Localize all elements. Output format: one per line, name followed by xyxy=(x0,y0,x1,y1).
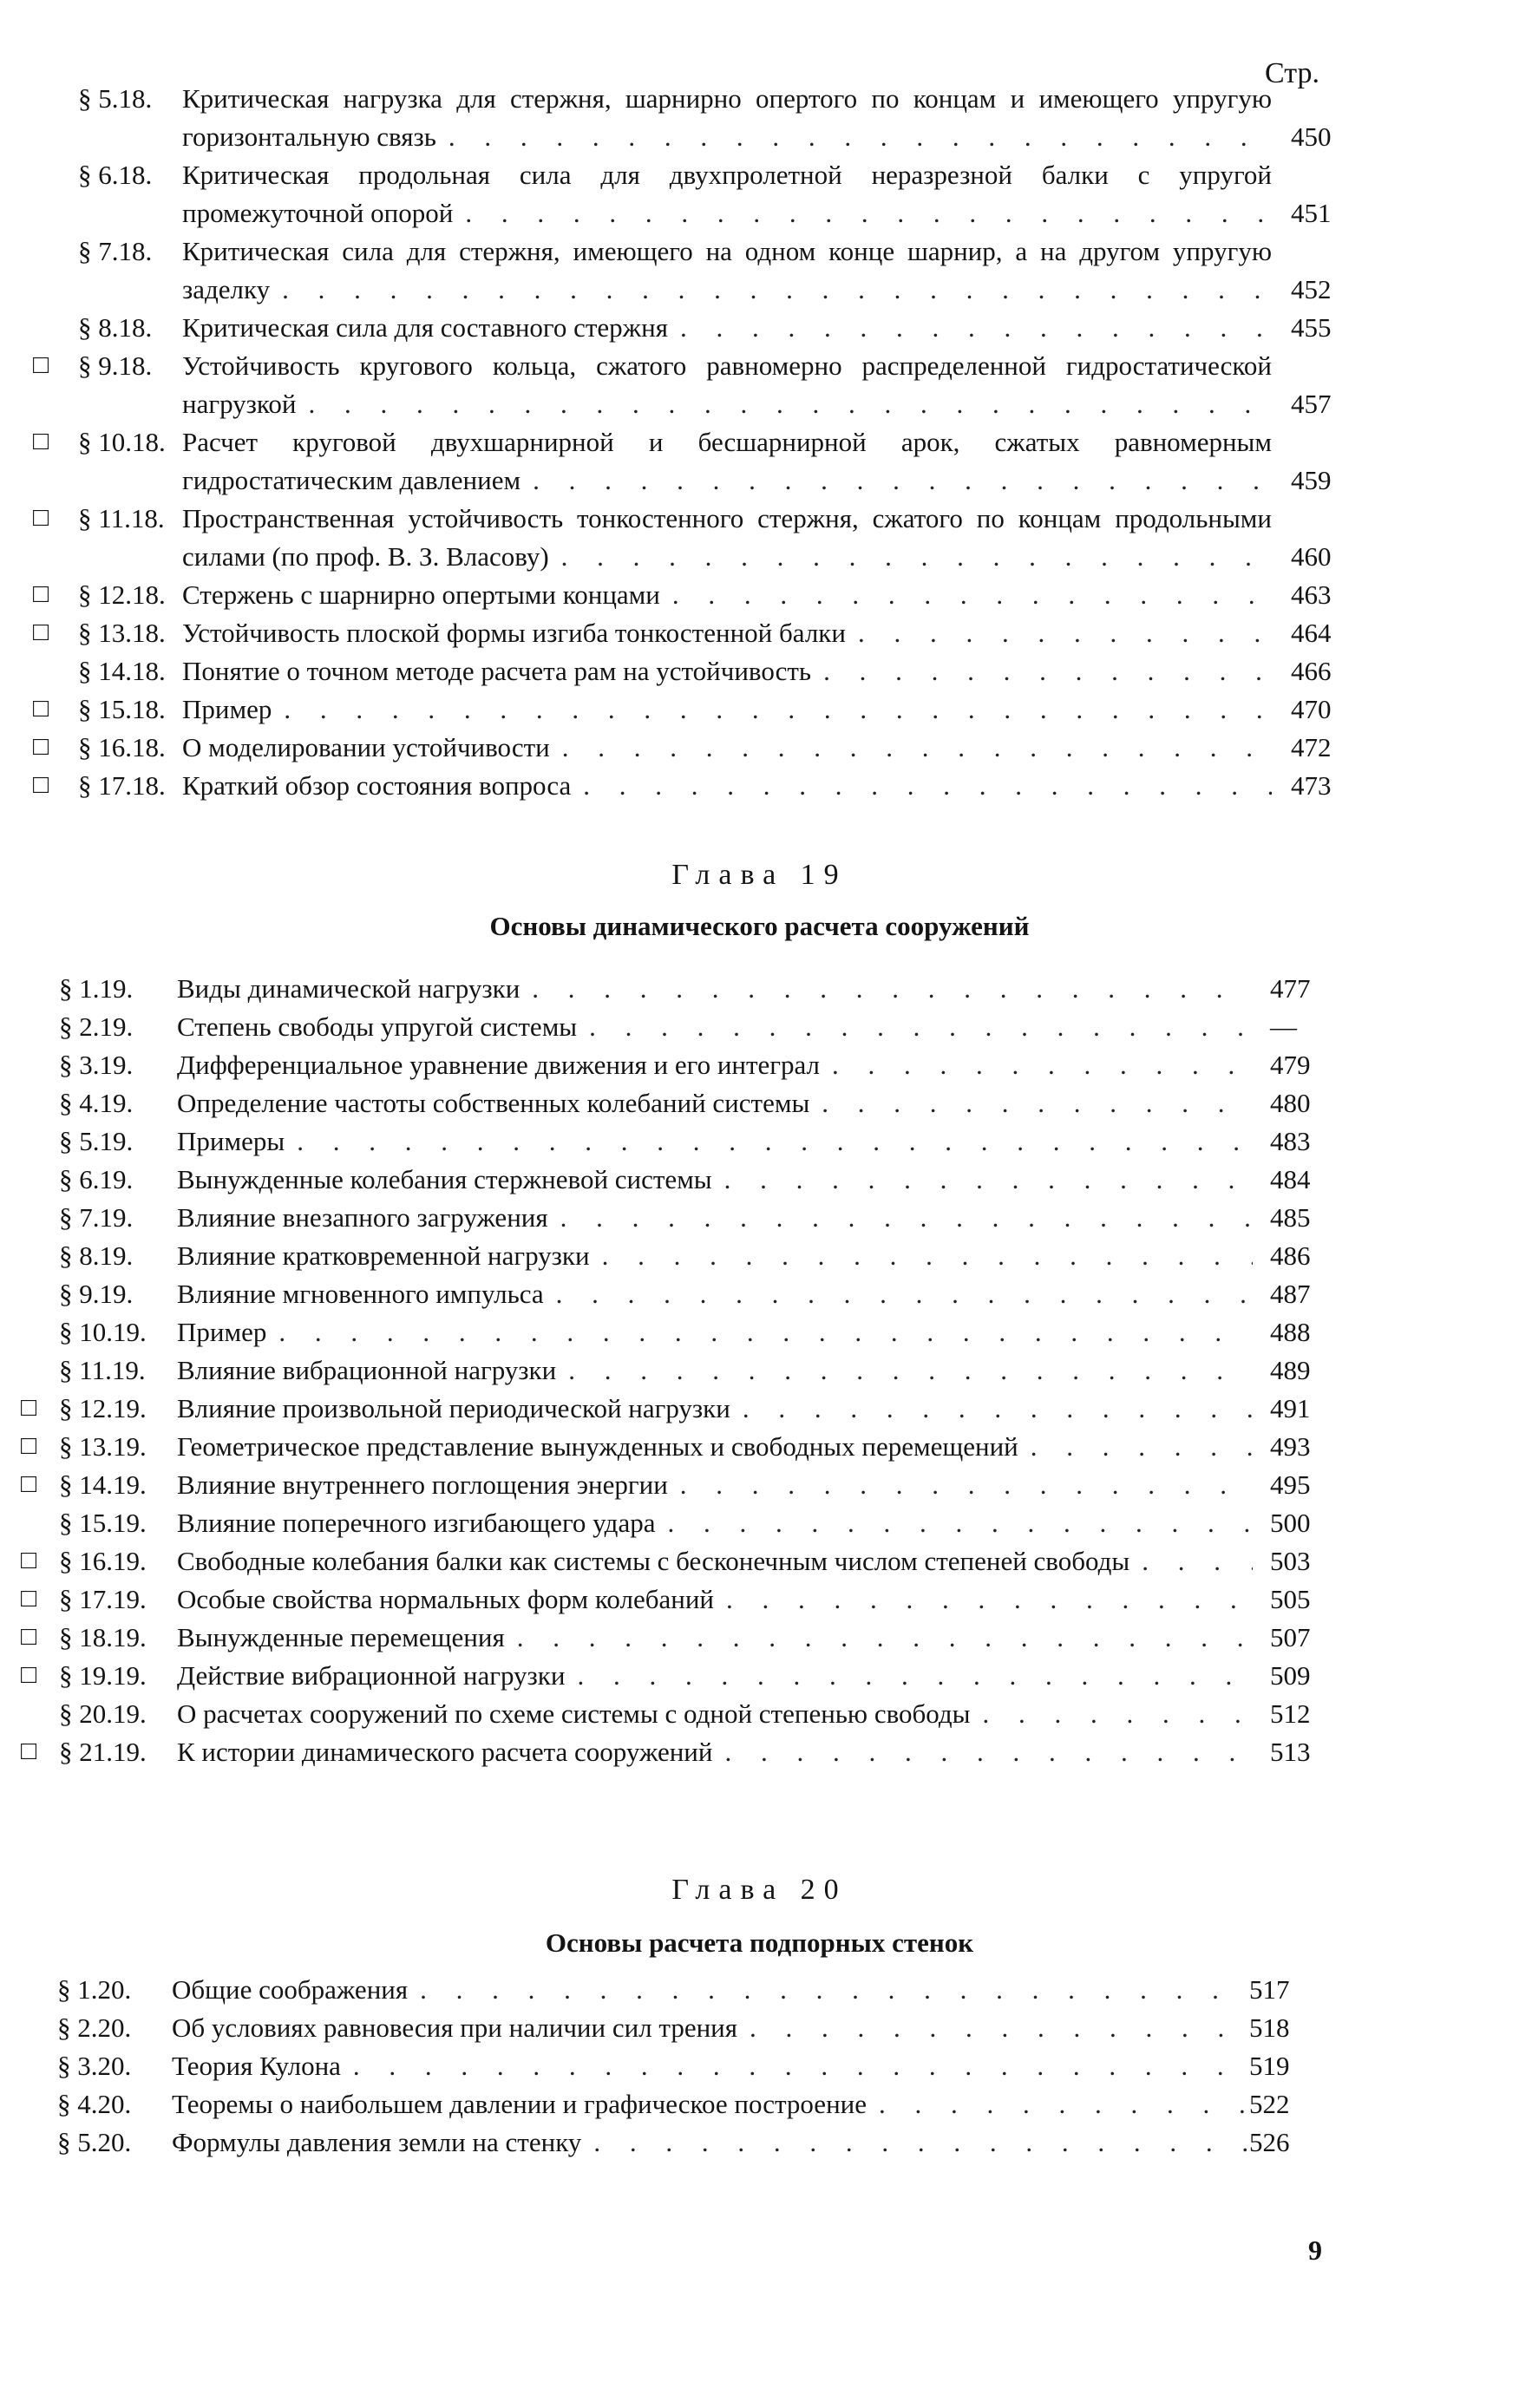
toc-section-number: § 5.18. xyxy=(78,83,153,114)
toc-section-number: § 10.18. xyxy=(78,427,166,457)
toc-page-number: 460 xyxy=(1291,541,1332,572)
toc-section-number: § 2.19. xyxy=(59,1011,134,1042)
toc-section-title: Теория Кулона . . . xyxy=(172,2047,1249,2085)
toc-page-number: 518 xyxy=(1249,2012,1290,2043)
toc-section-number: § 8.18. xyxy=(78,312,153,343)
toc-page-number: 500 xyxy=(1270,1508,1311,1538)
toc-page-number: 463 xyxy=(1291,579,1332,610)
toc-leader-dots xyxy=(458,194,1272,232)
optional-section-marker-icon: □ xyxy=(33,503,49,532)
toc-leader-dots xyxy=(561,1351,1253,1390)
toc-leader-dots xyxy=(526,461,1272,500)
toc-section-title: Критическая продольная сила для двухпролетной неразрезной балки с упругой промежуточной опорой . . . xyxy=(182,156,1272,232)
toc-section-title: О расчетах сооружений по схеме системы с одной степенью свободы . . . xyxy=(177,1695,1253,1733)
toc-section-number: § 9.19. xyxy=(59,1279,134,1309)
optional-section-marker-icon: □ xyxy=(21,1393,37,1422)
toc-page-number: 495 xyxy=(1270,1469,1311,1500)
toc-section-title: Геометрическое представление вынужденных и свободных перемещений . . . xyxy=(177,1428,1253,1466)
toc-leader-dots xyxy=(673,309,1272,347)
optional-section-marker-icon: □ xyxy=(21,1469,37,1498)
optional-section-marker-icon: □ xyxy=(33,579,49,608)
toc-page-number: 450 xyxy=(1291,121,1332,152)
toc-leader-dots xyxy=(525,970,1253,1008)
toc-leader-dots xyxy=(816,652,1272,690)
toc-section-title: Расчет круговой двухшарнирной и бесшарнирной арок, сжатых равномерным гидростатическим давлением . . . xyxy=(182,423,1272,500)
toc-section-number: § 7.18. xyxy=(78,236,153,266)
toc-page-number: 509 xyxy=(1270,1660,1311,1691)
toc-section-number: § 14.18. xyxy=(78,656,166,686)
toc-leader-dots xyxy=(553,1199,1253,1237)
toc-page-number: 464 xyxy=(1291,618,1332,648)
toc-leader-dots xyxy=(570,1657,1253,1695)
optional-section-marker-icon: □ xyxy=(33,350,49,379)
toc-section-number: § 7.19. xyxy=(59,1202,134,1233)
toc-section-number: § 12.18. xyxy=(78,579,166,610)
toc-leader-dots xyxy=(277,690,1272,729)
toc-section-title: Формулы давления земли на стенку . . . xyxy=(172,2123,1249,2162)
toc-page-number: 522 xyxy=(1249,2089,1290,2119)
toc-page-number: 483 xyxy=(1270,1126,1311,1156)
toc-leader-dots xyxy=(719,1580,1253,1619)
toc-leader-dots xyxy=(665,576,1272,614)
toc-page-number: 479 xyxy=(1270,1050,1311,1080)
toc-page-number: 517 xyxy=(1249,1974,1290,2005)
toc-section-title: Определение частоты собственных колебаний системы . . . xyxy=(177,1084,1253,1122)
toc-section-title: Пространственная устойчивость тонкостенного стержня, сжатого по концам продольными силами (по проф. В. З. Власову) . . . xyxy=(182,500,1272,576)
toc-section-title: Устойчивость кругового кольца, сжатого равномерно распределенной гидростатической нагрузкой . . . xyxy=(182,347,1272,423)
toc-section-number: § 11.18. xyxy=(78,503,165,533)
toc-section-title: Влияние кратковременной нагрузки . . . xyxy=(177,1237,1253,1275)
toc-section-title: Примеры . . . xyxy=(177,1122,1253,1161)
toc-leader-dots xyxy=(1024,1428,1253,1466)
optional-section-marker-icon: □ xyxy=(33,427,49,455)
toc-section-number: § 15.18. xyxy=(78,694,166,724)
toc-section-title: Понятие о точном методе расчета рам на устойчивость . . . xyxy=(182,652,1272,690)
toc-leader-dots xyxy=(576,767,1272,805)
toc-leader-dots xyxy=(673,1466,1253,1504)
toc-leader-dots xyxy=(851,614,1272,652)
toc-section-title: Влияние мгновенного импульса . . . xyxy=(177,1275,1253,1313)
toc-section-title: Влияние поперечного изгибающего удара . . . xyxy=(177,1504,1253,1542)
page-number: 9 xyxy=(1308,2235,1322,2266)
toc-section-title: Критическая сила для стержня, имеющего на одном конце шарнир, а на другом упругую заделку . . . xyxy=(182,232,1272,309)
toc-leader-dots xyxy=(582,1008,1253,1046)
toc-leader-dots xyxy=(825,1046,1253,1084)
toc-page-number: 487 xyxy=(1270,1279,1311,1309)
toc-page-number: 507 xyxy=(1270,1622,1311,1652)
optional-section-marker-icon: □ xyxy=(21,1622,37,1651)
toc-section-title: Влияние произвольной периодической нагрузки . . . xyxy=(177,1390,1253,1428)
toc-section-number: § 4.19. xyxy=(59,1088,134,1118)
toc-section-number: § 6.19. xyxy=(59,1164,134,1194)
toc-section-number: § 15.19. xyxy=(59,1508,147,1538)
toc-leader-dots xyxy=(346,2047,1249,2085)
optional-section-marker-icon: □ xyxy=(21,1737,37,1765)
optional-section-marker-icon: □ xyxy=(33,770,49,799)
toc-section-number: § 3.20. xyxy=(57,2051,132,2081)
toc-section-title: Влияние вибрационной нагрузки . . . xyxy=(177,1351,1253,1390)
toc-page-number: 451 xyxy=(1291,198,1332,228)
toc-page-number: 505 xyxy=(1270,1584,1311,1614)
chapter-20-label: Глава 20 xyxy=(671,1874,848,1906)
toc-section-title: Краткий обзор состояния вопроса . . . xyxy=(182,767,1272,805)
toc-leader-dots xyxy=(660,1504,1253,1542)
toc-page-number: 493 xyxy=(1270,1431,1311,1462)
chapter-20-title: Основы расчета подпорных стенок xyxy=(545,1927,974,1958)
toc-page-number: 503 xyxy=(1270,1546,1311,1576)
toc-section-title: Стержень с шарнирно опертыми концами . . . xyxy=(182,576,1272,614)
toc-section-title: Действие вибрационной нагрузки . . . xyxy=(177,1657,1253,1695)
toc-section-number: § 18.19. xyxy=(59,1622,147,1652)
toc-leader-dots xyxy=(595,1237,1253,1275)
toc-page-number: 473 xyxy=(1291,770,1332,801)
toc-section-number: § 6.18. xyxy=(78,160,153,190)
toc-leader-dots xyxy=(413,1971,1249,2009)
toc-page-number: 477 xyxy=(1270,973,1311,1004)
toc-leader-dots xyxy=(290,1122,1253,1161)
toc-section-number: § 17.18. xyxy=(78,770,166,801)
toc-page-number: 512 xyxy=(1270,1698,1311,1729)
toc-page-number: 480 xyxy=(1270,1088,1311,1118)
toc-leader-dots xyxy=(549,1275,1253,1313)
toc-section-title: Критическая сила для составного стержня . . . xyxy=(182,309,1272,347)
toc-section-title: Свободные колебания балки как системы с бесконечным числом степеней свободы . . . xyxy=(177,1542,1253,1580)
toc-leader-dots xyxy=(554,538,1272,576)
toc-page-number: 459 xyxy=(1291,465,1332,495)
toc-page-number: 455 xyxy=(1291,312,1332,343)
toc-leader-dots xyxy=(275,271,1272,309)
toc-section-title: О моделировании устойчивости . . . xyxy=(182,729,1272,767)
toc-page-number: 486 xyxy=(1270,1240,1311,1271)
toc-section-number: § 5.20. xyxy=(57,2127,132,2157)
chapter-19-title: Основы динамического расчета сооружений xyxy=(489,911,1030,941)
toc-leader-dots xyxy=(976,1695,1254,1733)
toc-leader-dots xyxy=(736,1390,1253,1428)
toc-section-title: Критическая нагрузка для стержня, шарнирно опертого по концам и имеющего упругую горизонтальную связь . . . xyxy=(182,80,1272,156)
toc-page-number: 457 xyxy=(1291,389,1332,419)
toc-section-title: Об условиях равновесия при наличии сил трения . . . xyxy=(172,2009,1249,2047)
toc-section-number: § 19.19. xyxy=(59,1660,147,1691)
toc-leader-dots xyxy=(872,2085,1249,2123)
toc-leader-dots xyxy=(815,1084,1253,1122)
toc-section-title: Общие соображения . . . xyxy=(172,1971,1249,2009)
toc-section-number: § 8.19. xyxy=(59,1240,134,1271)
toc-page-number: 472 xyxy=(1291,732,1332,762)
toc-section-title: Влияние внезапного загружения . . . xyxy=(177,1199,1253,1237)
toc-section-title: Пример . . . xyxy=(177,1313,1253,1351)
toc-section-number: § 17.19. xyxy=(59,1584,147,1614)
toc-section-number: § 2.20. xyxy=(57,2012,132,2043)
toc-page-number: 526 xyxy=(1249,2127,1290,2157)
toc-section-number: § 4.20. xyxy=(57,2089,132,2119)
toc-leader-dots xyxy=(717,1161,1253,1199)
optional-section-marker-icon: □ xyxy=(21,1660,37,1689)
toc-section-number: § 12.19. xyxy=(59,1393,147,1423)
toc-section-number: § 9.18. xyxy=(78,350,153,381)
toc-page-number: 484 xyxy=(1270,1164,1311,1194)
toc-section-number: § 13.18. xyxy=(78,618,166,648)
toc-page-number: 452 xyxy=(1291,274,1332,304)
toc-page-number: 489 xyxy=(1270,1355,1311,1385)
toc-section-title: Особые свойства нормальных форм колебаний . . . xyxy=(177,1580,1253,1619)
toc-page-number: 485 xyxy=(1270,1202,1311,1233)
toc-leader-dots xyxy=(510,1619,1253,1657)
optional-section-marker-icon: □ xyxy=(33,694,49,723)
toc-page-number: — xyxy=(1270,1011,1297,1042)
chapter-19-label: Глава 19 xyxy=(671,859,848,891)
toc-section-number: § 16.18. xyxy=(78,732,166,762)
toc-leader-dots xyxy=(718,1733,1254,1771)
toc-section-number: § 14.19. xyxy=(59,1469,147,1500)
toc-section-title: Теоремы о наибольшем давлении и графическое построение . . . xyxy=(172,2085,1249,2123)
toc-section-number: § 11.19. xyxy=(59,1355,146,1385)
toc-leader-dots xyxy=(1135,1542,1253,1580)
optional-section-marker-icon: □ xyxy=(33,618,49,646)
toc-page-number: 519 xyxy=(1249,2051,1290,2081)
page-column-header: Стр. xyxy=(1265,57,1320,89)
toc-section-title: Степень свободы упругой системы . . . xyxy=(177,1008,1253,1046)
toc-page-number: 488 xyxy=(1270,1317,1311,1347)
toc-leader-dots xyxy=(555,729,1272,767)
toc-section-number: § 5.19. xyxy=(59,1126,134,1156)
toc-section-title: Влияние внутреннего поглощения энергии . . . xyxy=(177,1466,1253,1504)
toc-section-number: § 21.19. xyxy=(59,1737,147,1767)
toc-section-number: § 3.19. xyxy=(59,1050,134,1080)
toc-page-number: 513 xyxy=(1270,1737,1311,1767)
toc-section-number: § 1.19. xyxy=(59,973,134,1004)
toc-leader-dots xyxy=(586,2123,1249,2162)
toc-section-title: Вынужденные перемещения . . . xyxy=(177,1619,1253,1657)
toc-section-title: Виды динамической нагрузки . . . xyxy=(177,970,1253,1008)
toc-section-number: § 10.19. xyxy=(59,1317,147,1347)
toc-page-number: 466 xyxy=(1291,656,1332,686)
toc-leader-dots xyxy=(272,1313,1253,1351)
toc-page-number: 491 xyxy=(1270,1393,1311,1423)
toc-leader-dots xyxy=(442,118,1272,156)
toc-leader-dots xyxy=(743,2009,1249,2047)
toc-section-title: Пример . . . xyxy=(182,690,1272,729)
optional-section-marker-icon: □ xyxy=(21,1546,37,1574)
toc-section-title: Устойчивость плоской формы изгиба тонкостенной балки . . . xyxy=(182,614,1272,652)
toc-page-number: 470 xyxy=(1291,694,1332,724)
toc-section-title: Вынужденные колебания стержневой системы . . . xyxy=(177,1161,1253,1199)
toc-section-title: Дифференциальное уравнение движения и его интеграл . . . xyxy=(177,1046,1253,1084)
toc-section-number: § 16.19. xyxy=(59,1546,147,1576)
optional-section-marker-icon: □ xyxy=(21,1584,37,1613)
toc-section-number: § 13.19. xyxy=(59,1431,147,1462)
toc-section-number: § 1.20. xyxy=(57,1974,132,2005)
toc-section-number: § 20.19. xyxy=(59,1698,147,1729)
optional-section-marker-icon: □ xyxy=(33,732,49,761)
optional-section-marker-icon: □ xyxy=(21,1431,37,1460)
toc-leader-dots xyxy=(301,385,1272,423)
toc-section-title: К истории динамического расчета сооружений . . . xyxy=(177,1733,1253,1771)
